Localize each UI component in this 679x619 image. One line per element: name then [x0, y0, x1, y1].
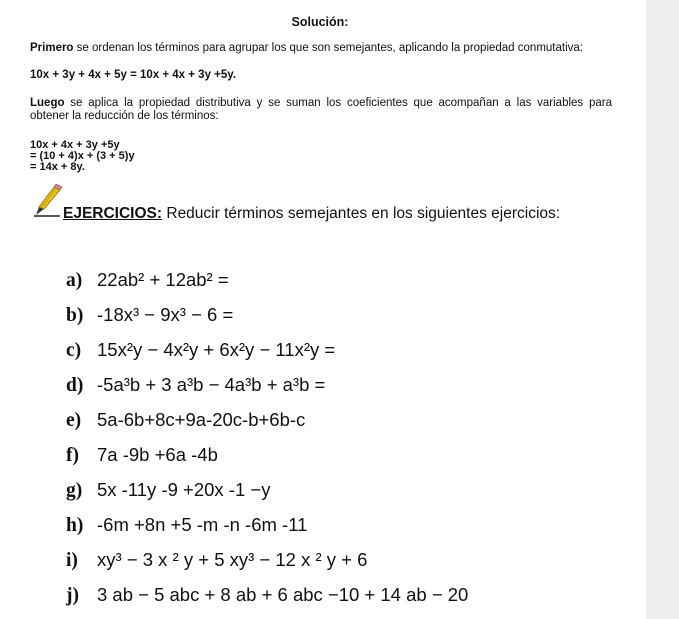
step2-line-3: = 14x + 8y.: [30, 161, 85, 173]
step2-lead: Luego: [30, 97, 65, 109]
exercise-letter: g): [66, 480, 83, 501]
solution-title: Solución:: [291, 15, 349, 29]
exercise-expression: 7a -9b +6a -4b: [97, 444, 218, 465]
exercise-expression: -6m +8n +5 -m -n -6m -11: [97, 514, 308, 535]
step2-paragraph: [30, 97, 612, 123]
exercise-letter: a): [66, 270, 83, 291]
exercise-letter: j): [66, 585, 79, 606]
exercises-label: EJERCICIOS:: [63, 205, 163, 222]
exercises-heading: [63, 205, 560, 223]
exercise-letter: b): [66, 305, 84, 326]
step2-line-2: = (10 + 4)x + (3 + 5)y: [30, 150, 135, 162]
exercise-expression: 5a-6b+8c+9a-20c-b+6b-c: [97, 409, 306, 430]
exercise-list: [66, 269, 468, 619]
step1-equation: 10x + 3y + 4x + 5y = 10x + 4x + 3y +5y.: [30, 69, 237, 81]
step2-line-1: 10x + 4x + 3y +5y: [30, 139, 120, 151]
step1-lead: Primero: [30, 42, 74, 54]
exercise-expression: 22ab² + 12ab² =: [97, 269, 229, 290]
right-gutter: [646, 0, 679, 619]
exercise-item: [66, 584, 468, 619]
exercise-letter: h): [66, 515, 84, 536]
exercise-item: [66, 549, 468, 584]
exercise-expression: 15x²y − 4x²y + 6x²y − 11x²y =: [97, 339, 336, 360]
exercise-item: [66, 339, 468, 374]
exercise-item: [66, 444, 468, 479]
exercise-item: [66, 514, 468, 549]
exercise-item: [66, 304, 468, 339]
exercise-item: [66, 479, 468, 514]
step1-paragraph: [30, 42, 612, 55]
exercise-item: [66, 374, 468, 409]
cropped-text-line: [30, 0, 390, 2]
pencil-icon: [34, 183, 64, 217]
exercise-letter: d): [66, 375, 84, 396]
exercise-item: [66, 269, 468, 304]
step1-text: se ordenan los términos para agrupar los que son semejantes, aplicando la propiedad conmutativa:: [73, 42, 583, 54]
exercise-letter: e): [66, 410, 82, 431]
exercise-expression: 3 ab − 5 abc + 8 ab + 6 abc −10 + 14 ab − 20: [97, 584, 469, 605]
exercise-expression: -18x³ − 9x³ − 6 =: [97, 304, 234, 325]
exercise-letter: c): [66, 340, 82, 361]
step2-text: se aplica la propiedad distributiva y se suman los coeficientes que acompañan a las variables para obtener la reducción de los términos:: [30, 97, 612, 122]
exercise-expression: -5a³b + 3 a³b − 4a³b + a³b =: [97, 374, 326, 395]
exercise-expression: 5x -11y -9 +20x -1 −y: [97, 479, 271, 500]
exercise-expression: xy³ − 3 x ² y + 5 xy³ − 12 x ² y + 6: [97, 549, 368, 570]
exercises-instruction: Reducir términos semejantes en los siguientes ejercicios:: [162, 205, 561, 222]
exercise-letter: i): [66, 550, 78, 571]
exercise-letter: f): [66, 445, 79, 466]
exercise-item: [66, 409, 468, 444]
